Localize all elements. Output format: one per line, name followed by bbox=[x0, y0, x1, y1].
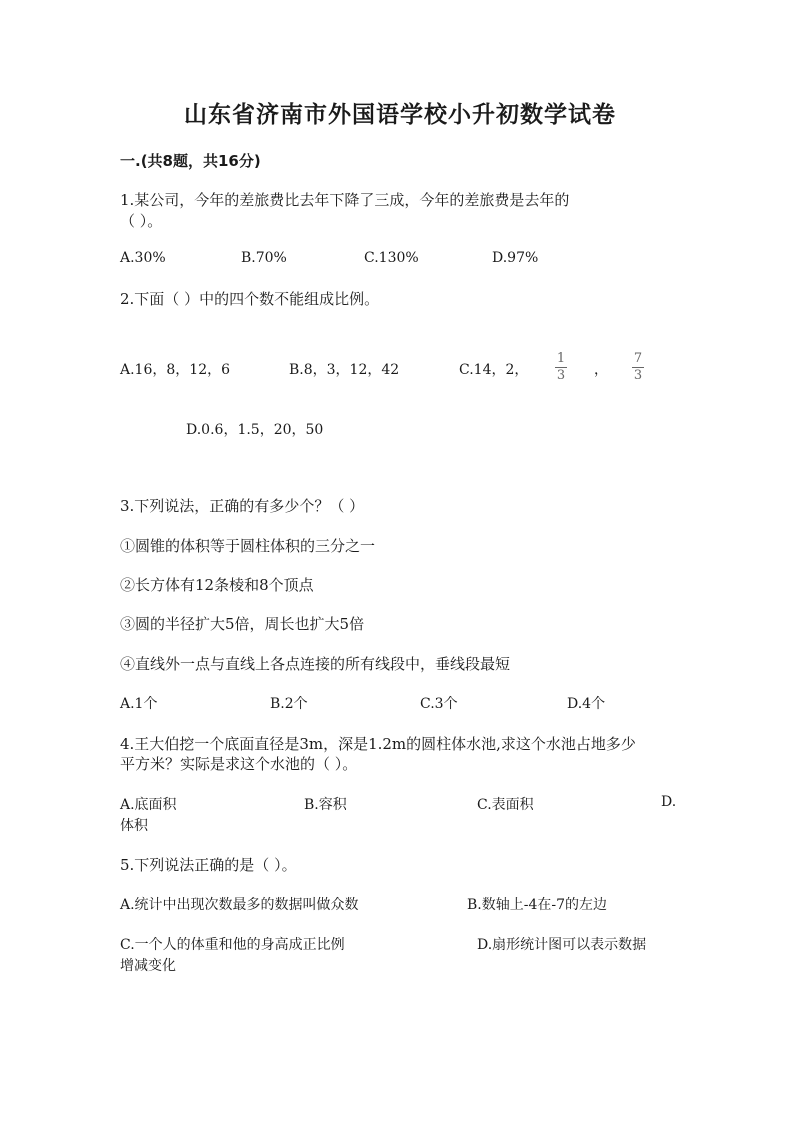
q1-stem: 1.某公司，今年的差旅费比去年下降了三成，今年的差旅费是去年的 bbox=[120, 191, 570, 209]
section-heading: 一.(共8题，共16分) bbox=[120, 152, 261, 170]
q3-option-b: B.2个 bbox=[270, 696, 308, 712]
page-title: 山东省济南市外国语学校小升初数学试卷 bbox=[184, 101, 616, 128]
q1-option-c: C.130% bbox=[364, 250, 419, 266]
q2-option-d: D.0.6，1.5，20，50 bbox=[186, 422, 324, 438]
q3-statement-1: ①圆锥的体积等于圆柱体积的三分之一 bbox=[120, 537, 376, 555]
q1-option-d: D.97% bbox=[492, 250, 539, 266]
fraction-denominator: 3 bbox=[633, 368, 643, 383]
q4-stem: 4.王大伯挖一个底面直径是3m，深是1.2m的圆柱体水池,求这个水池占地多少 bbox=[120, 735, 636, 753]
q2-option-c: C.14，2， bbox=[459, 362, 529, 378]
fraction-numerator: 1 bbox=[556, 351, 566, 366]
q2-stem: 2.下面（ ）中的四个数不能组成比例。 bbox=[120, 290, 380, 308]
q2-option-b: B.8，3，12，42 bbox=[289, 362, 400, 378]
q4-option-d-cont: 体积 bbox=[120, 818, 148, 834]
q5-option-d-cont: 增减变化 bbox=[120, 958, 176, 974]
q3-statement-3: ③圆的半径扩大5倍，周长也扩大5倍 bbox=[120, 615, 365, 633]
q5-stem: 5.下列说法正确的是（ ）。 bbox=[120, 856, 297, 874]
q3-statement-4: ④直线外一点与直线上各点连接的所有线段中，垂线段最短 bbox=[120, 655, 511, 673]
q3-stem: 3.下列说法，正确的有多少个？（ ） bbox=[120, 497, 365, 515]
q5-option-b: B.数轴上-4在-7的左边 bbox=[467, 897, 608, 913]
q2-comma: ， bbox=[594, 362, 608, 378]
fraction-denominator: 3 bbox=[556, 368, 566, 383]
q2-fraction-1 bbox=[555, 352, 567, 383]
q3-statement-2: ②长方体有12条棱和8个顶点 bbox=[120, 576, 314, 594]
q5-option-d: D.扇形统计图可以表示数据 bbox=[477, 937, 647, 953]
q3-option-c: C.3个 bbox=[420, 696, 458, 712]
q3-option-d: D.4个 bbox=[567, 696, 606, 712]
q5-option-c: C.一个人的体重和他的身高成正比例 bbox=[120, 937, 345, 953]
q4-option-c: C.表面积 bbox=[477, 797, 534, 813]
q4-option-b: B.容积 bbox=[304, 797, 347, 813]
q1-option-b: B.70% bbox=[241, 250, 287, 266]
q3-option-a: A.1个 bbox=[120, 696, 158, 712]
q1-option-a: A.30% bbox=[120, 250, 166, 266]
q1-stem-cont: （ ）。 bbox=[120, 212, 163, 230]
q4-option-a: A.底面积 bbox=[120, 797, 177, 813]
q5-option-a: A.统计中出现次数最多的数据叫做众数 bbox=[120, 897, 359, 913]
q2-option-a: A.16，8，12，6 bbox=[120, 362, 231, 378]
q4-option-d: D. bbox=[661, 794, 677, 810]
q2-fraction-2 bbox=[632, 352, 644, 383]
fraction-numerator: 7 bbox=[633, 351, 643, 366]
q4-stem-cont: 平方米？实际是求这个水池的（ ）。 bbox=[120, 755, 358, 773]
